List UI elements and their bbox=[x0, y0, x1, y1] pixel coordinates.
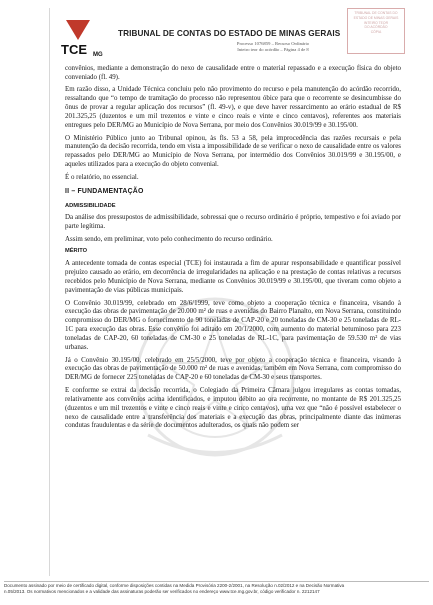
paragraph: O Convênio 30.019/99, celebrado em 28/6/1999, teve como objeto a cooperação técnica e financeira, visando à execução das obras de pavimentação de 20.000 m² de ruas e avenidas do Bairro Planalto, em Nova Serrana, constituindo compromisso do DER/MG o fornecimento de 90 toneladas de CAP-20 e 20 toneladas de CM-30 e 25 toneladas de RL-1C para execução das obras. Esse convênio foi aditado em 20/1/2000, com aumento do material betuminoso para 223 toneladas de CAP-20, 60 toneladas de CM-30 e 25 toneladas de RL-1C, para pavimentação de 59.530 m² de vias urbanas. bbox=[65, 298, 401, 352]
page-indicator: Inteiro teor do acórdão – Página 4 de 8 bbox=[237, 47, 309, 52]
paragraph: Assim sendo, em preliminar, voto pelo conhecimento do recurso ordinário. bbox=[65, 234, 273, 243]
process-info bbox=[209, 41, 337, 53]
digital-signature-footer bbox=[4, 581, 429, 595]
section-heading: II – FUNDAMENTAÇÃO bbox=[65, 187, 144, 195]
svg-text:MG: MG bbox=[93, 52, 103, 58]
stamp-line: DO ACÓRDÃO bbox=[364, 25, 388, 30]
paragraph: Da análise dos pressupostos de admissibilidade, sobressai que o recurso ordinário é próprio, tempestivo e foi aviado por parte legítima. bbox=[65, 213, 401, 231]
paragraph: O Ministério Público junto ao Tribunal opinou, às fls. 53 a 58, pela improcedência das razões recursais e pela manutenção da decisão recorrida, tendo em vista a impossibilidade de se verificar o nexo de causalidade entre os valores repassados pelo DER/MG ao Município de Nova Serrana, por intermédio dos Convênios 30.019/99 e 30.195/00, e aqueles utilizados para a execução do objeto convenial. bbox=[65, 133, 401, 169]
stamp-line: ESTADO DE MINAS GERAIS bbox=[353, 15, 399, 20]
stamp-line: INTEIRO TEOR bbox=[363, 20, 389, 25]
process-number: Processo 1076859 – Recurso Ordinário bbox=[236, 41, 310, 46]
footer-line: Documento assinado por meio de certificado digital, conforme disposições contidas na Medida Provisória 2200-2/2001, na Resolução n.02/2012 e na Decisão Normativa bbox=[4, 583, 345, 588]
merit-heading: MÉRITO bbox=[65, 248, 88, 255]
margin-rule bbox=[49, 8, 50, 576]
paragraph: A antecedente tomada de contas especial (TCE) foi instaurada a fim de apurar responsabilidade e quantificar possível prejuízo causado ao erário, em decorrência de irregularidades na aplicação e na prestação de contas relativas a recursos recebidos pelo Município de Nova Serrana, mediante os Convênios 30.019/99 e 30.195/00, que tiveram como objeto a pavimentação de vias públicas municipais. bbox=[65, 259, 401, 294]
court-title: TRIBUNAL DE CONTAS DO ESTADO DE MINAS GERAIS bbox=[118, 29, 341, 38]
tce-logo bbox=[60, 18, 108, 58]
stamp-line: TRIBUNAL DE CONTAS DO bbox=[354, 11, 398, 15]
admissibility-heading: ADMISSIBILIDADE bbox=[65, 202, 116, 209]
paragraph: Em razão disso, a Unidade Técnica concluiu pelo não provimento do recurso e pela manutenção do acórdão recorrido, ressaltando que “o tempo de tramitação do processo não representou óbice para que o recorrente se desincumbisse do ônus de provar a regular aplicação dos recursos” (fl. 49-v), e que deve haver ressarcimento ao erário estadual de R$ 201.325,25 (duzentos e um mil trezentos e vinte e cinco reais e vinte e cinco centavos), referentes aos materiais entregues pelo DER/MG ao Município de Nova Serrana, por meio dos Convênios 30.019/99 e 30.195/00. bbox=[65, 85, 401, 130]
paragraph: E conforme se extrai da decisão recorrida, o Colegiado da Primeira Câmara julgou irregulares as contas tomadas, relativamente aos convênios acima identificados, e imputou débito ao ora recorrente, no montante de R$ 201.325,25 (duzentos e um mil trezentos e vinte e cinco reais e vinte e cinco centavos), uma vez que “não é possível estabelecer o nexo de causalidade entre a transferência dos materiais e a execução das obras, principalmente diante das inúmeras condutas fraudulentas e da série de documentos adulterados, os quais não podem ser bbox=[65, 385, 401, 430]
svg-text:TCE: TCE bbox=[61, 42, 87, 57]
paragraph: É o relatório, no essencial. bbox=[65, 172, 139, 181]
paragraph: Já o Convênio 30.195/00, celebrado em 25/5/2000, teve por objeto a cooperação técnica e financeira, visando à execução das obras de pavimentação de 50.000 m² de ruas e avenidas, também em Nova Serrana, com compromisso do DER/MG de fornecer 225 toneladas de CAP-20 e 60 toneladas de CM-30 e seus transportes. bbox=[65, 355, 401, 382]
protocol-stamp bbox=[347, 8, 405, 54]
footer-line: n.05/2013. Os normativos mencionados e a validade das assinaturas poderão ser verificados no endereço www.tce.mg.gov.br, código verificador n. 2212147 bbox=[4, 589, 320, 594]
paragraph: convênios, mediante a demonstração do nexo de causalidade entre o material repassado e a execução física do objeto conveniado (fl. 49). bbox=[65, 64, 401, 81]
stamp-line: CÓPIA bbox=[370, 30, 382, 35]
document-body bbox=[65, 64, 401, 434]
